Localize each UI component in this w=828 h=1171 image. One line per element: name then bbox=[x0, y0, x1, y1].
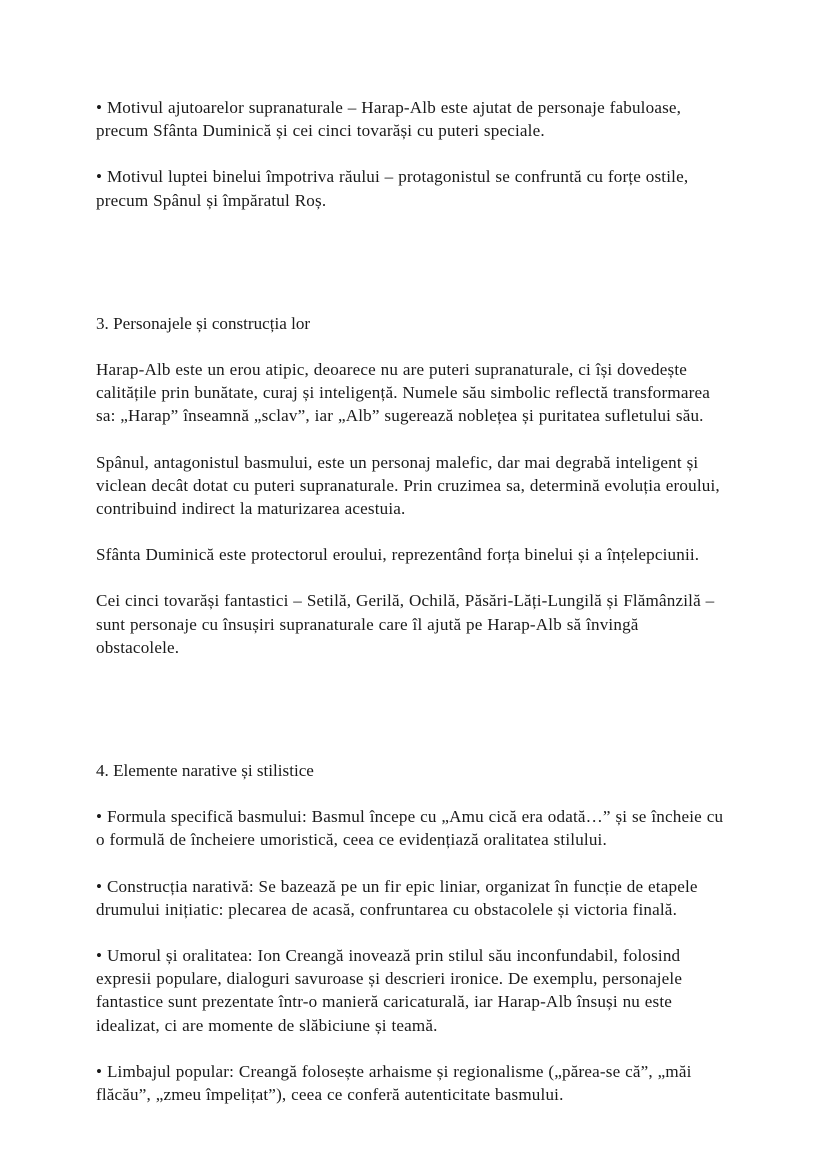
paragraph-cei-cinci-tovarasi: Cei cinci tovarăși fantastici – Setilă, Gerilă, Ochilă, Păsări-Lăți-Lungilă și Flămânzilă – sunt personaje cu însușiri supranaturale care îl ajută pe Harap-Alb să învingă obstacolele. bbox=[96, 591, 715, 657]
paragraph-sfanta-duminica: Sfânta Duminică este protectorul eroului, reprezentând forța binelui și a înțelepciunii. bbox=[96, 545, 700, 565]
paragraph-spanul-antagonist: Spânul, antagonistul basmului, este un personaj malefic, dar mai degrabă inteligent și viclean decât dotat cu puteri supranaturale. Prin cruzimea sa, determină evoluția eroului, contribuind indirect la maturizarea acestuia. bbox=[96, 452, 720, 519]
bullet-constructia-narativa: • Construcția narativă: Se bazează pe un fir epic liniar, organizat în funcție de etapele drumului inițiatic: plecarea de acasă, confruntarea cu obstacolele și victoria finală. bbox=[96, 876, 698, 919]
bullet-formula-specifica-basmului: • Formula specifică basmului: Basmul începe cu „Amu cică era odată…” și se încheie cu o formulă de încheiere umoristică, ceea ce evidențiază oralitatea stilului. bbox=[96, 807, 724, 850]
bullet-umorul-si-oralitatea: • Umorul și oralitatea: Ion Creangă inovează prin stilul său inconfundabil, folosind expresii populare, dialoguri savuroase și descrieri ironice. De exemplu, personajele fantastice sunt prezentate într-o manieră caricaturală, iar Harap-Alb însuși nu este idealizat, ci are momente de slăbiciune și teamă. bbox=[96, 946, 683, 1035]
section-spacer-before-heading-3 bbox=[96, 235, 724, 312]
bullet-motivul-luptei-binelui: • Motivul luptei binelui împotriva răului – protagonistul se confruntă cu forțe ostile, precum Spânul și împăratul Roș. bbox=[96, 167, 689, 210]
document-text-column bbox=[96, 96, 724, 1106]
bullet-motivul-ajutoarelor-supranaturale: • Motivul ajutoarelor supranaturale – Harap-Alb este ajutat de personaje fabuloase, precum Sfânta Duminică și cei cinci tovarăși cu puteri speciale. bbox=[96, 98, 682, 141]
section-spacer-before-heading-4 bbox=[96, 682, 724, 759]
paragraph-harap-alb-erou-atipic: Harap-Alb este un erou atipic, deoarece nu are puteri supranaturale, ci își dovedește calitățile prin bunătate, curaj și inteligență. Numele său simbolic reflectă transformarea sa: „Harap” înseamnă „sclav”, iar „Alb” sugerează noblețea și puritatea sufletului său. bbox=[96, 360, 710, 426]
heading-3-personajele-si-constructia-lor: 3. Personajele și construcția lor bbox=[96, 313, 311, 333]
heading-4-elemente-narative-si-stilistice: 4. Elemente narative și stilistice bbox=[96, 761, 314, 781]
bullet-limbajul-popular: • Limbajul popular: Creangă folosește arhaisme și regionalisme („părea-se că”, „măi flăcău”, „zmeu împelițat”), ceea ce conferă autenticitate basmului. bbox=[96, 1061, 692, 1105]
